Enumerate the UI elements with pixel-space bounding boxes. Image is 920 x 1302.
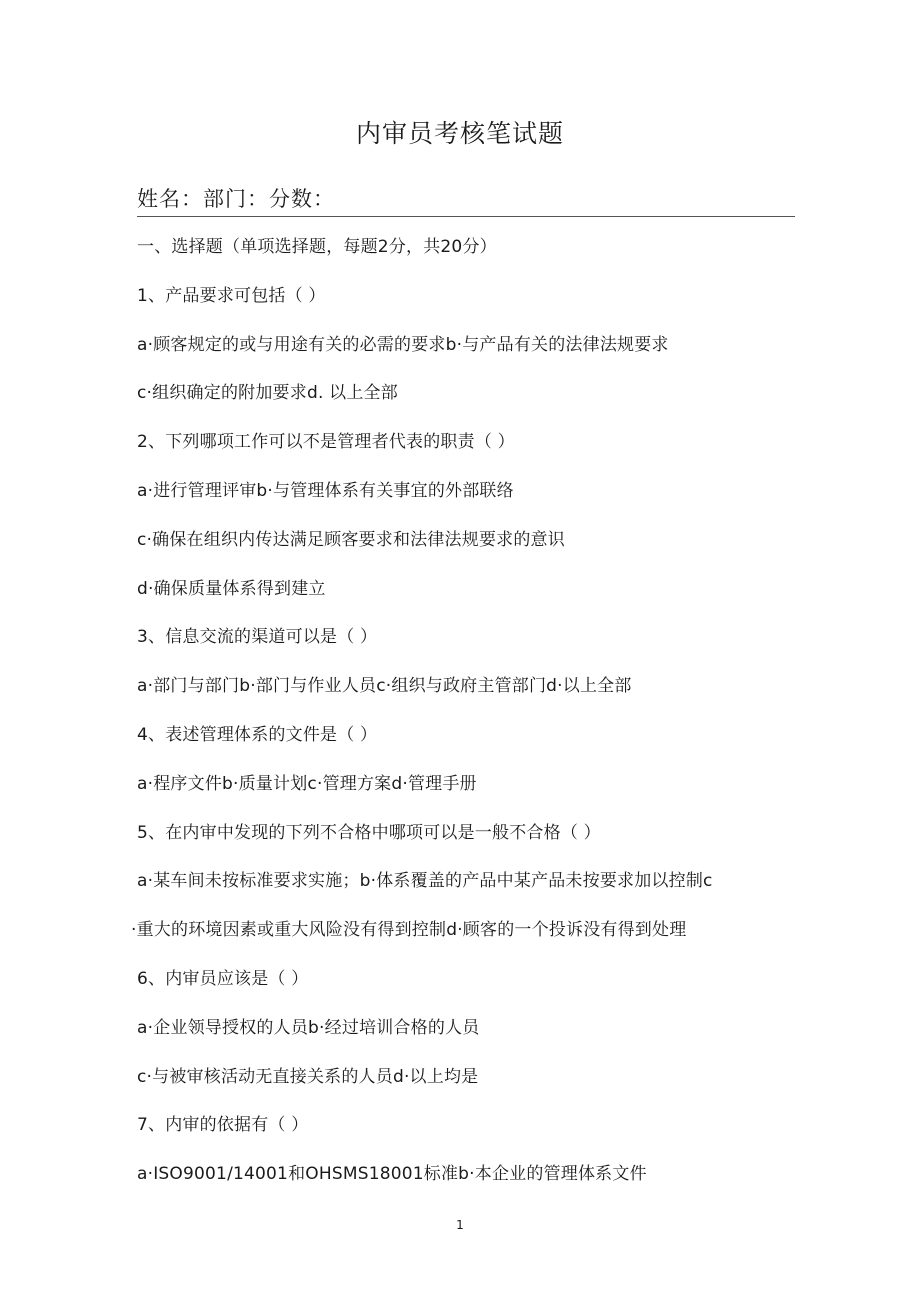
question-4: 4、表述管理体系的文件是（ ） xyxy=(137,724,378,745)
question-3-options: a·部门与部门b·部门与作业人员c·组织与政府主管部门d·以上全部 xyxy=(137,676,632,697)
question-4-options: a·程序文件b·质量计划c·管理方案d·管理手册 xyxy=(137,773,477,794)
question-2: 2、下列哪项工作可以不是管理者代表的职责（ ） xyxy=(137,432,515,453)
question-6-options-cd: c·与被审核活动无直接关系的人员d·以上均是 xyxy=(137,1066,479,1087)
question-1-options-cd: c·组织确定的附加要求d. 以上全部 xyxy=(137,383,398,404)
question-1: 1、产品要求可包括（ ） xyxy=(137,285,326,306)
section-heading: 一、选择题（单项选择题，每题2分，共20分） xyxy=(137,237,497,257)
question-3: 3、信息交流的渠道可以是（ ） xyxy=(137,627,378,648)
question-5: 5、在内审中发现的下列不合格中哪项可以是一般不合格（ ） xyxy=(137,822,601,843)
page-number: 1 xyxy=(456,1218,464,1232)
question-5-options-continued: ·重大的环境因素或重大风险没有得到控制d·顾客的一个投诉没有得到处理 xyxy=(131,920,687,941)
question-6: 6、内审员应该是（ ） xyxy=(137,968,309,989)
question-2-options-ab: a·进行管理评审b·与管理体系有关事宜的外部联络 xyxy=(137,480,514,501)
question-6-options-ab: a·企业领导授权的人员b·经过培训合格的人员 xyxy=(137,1017,480,1038)
question-list xyxy=(131,232,797,1208)
question-5-options-abc: a·某车间未按标准要求实施；b·体系覆盖的产品中某产品未按要求加以控制c xyxy=(137,871,713,892)
name-department-score-line: 姓名：部门：分数： xyxy=(137,184,795,217)
question-2-option-d: d·确保质量体系得到建立 xyxy=(137,578,326,599)
question-2-option-c: c·确保在组织内传达满足顾客要求和法律法规要求的意识 xyxy=(137,529,565,550)
question-7-options-ab: a·ISO9001/14001和OHSMS18001标准b·本企业的管理体系文件 xyxy=(137,1164,647,1185)
question-1-options-ab: a·顾客规定的或与用途有关的必需的要求b·与产品有关的法律法规要求 xyxy=(137,334,669,355)
question-7: 7、内审的依据有（ ） xyxy=(137,1115,309,1136)
page-title: 内审员考核笔试题 xyxy=(355,119,564,148)
